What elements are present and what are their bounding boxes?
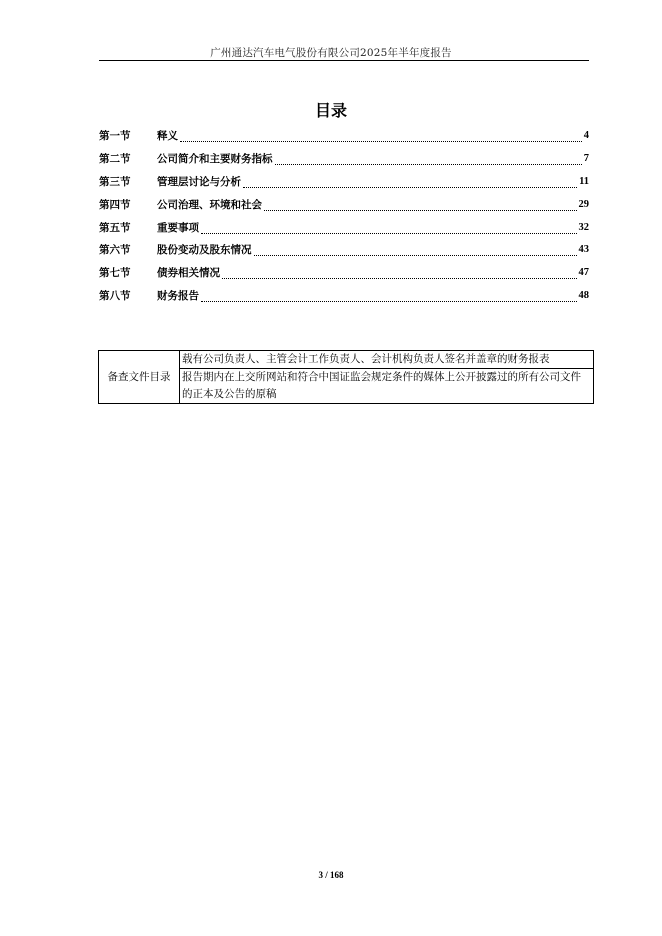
toc-section-number: 第三节 bbox=[99, 176, 131, 188]
page-number: 3 / 168 bbox=[318, 870, 344, 880]
toc-dot-leader bbox=[243, 186, 577, 188]
toc-page-number: 48 bbox=[578, 290, 589, 301]
toc-section-number: 第八节 bbox=[99, 290, 131, 302]
toc-entry[interactable] bbox=[99, 220, 589, 236]
toc-dot-leader bbox=[254, 254, 577, 256]
toc-section-title: 重要事项 bbox=[157, 222, 199, 234]
toc-section-number: 第七节 bbox=[99, 267, 131, 279]
toc-section-title: 释义 bbox=[157, 130, 178, 142]
toc-page-number: 11 bbox=[579, 176, 589, 187]
toc-entry[interactable] bbox=[99, 128, 589, 144]
reference-document-item: 载有公司负责人、主管会计工作负责人、会计机构负责人签名并盖章的财务报表 bbox=[180, 351, 594, 369]
running-header: 广州通达汽车电气股份有限公司2025年半年度报告 bbox=[210, 47, 452, 59]
toc-entry[interactable] bbox=[99, 174, 589, 190]
reference-documents-table bbox=[98, 350, 594, 404]
toc-section-number: 第一节 bbox=[99, 130, 131, 142]
toc-dot-leader bbox=[222, 277, 577, 279]
toc-page-number: 47 bbox=[578, 267, 589, 278]
toc-page-number: 43 bbox=[578, 244, 589, 255]
toc-entry[interactable] bbox=[99, 151, 589, 167]
toc-section-title: 股份变动及股东情况 bbox=[157, 244, 252, 256]
toc-entry[interactable] bbox=[99, 288, 589, 304]
table-row bbox=[99, 351, 594, 369]
toc-section-title: 债券相关情况 bbox=[157, 267, 220, 279]
toc-section-title: 公司简介和主要财务指标 bbox=[157, 153, 273, 165]
toc-dot-leader bbox=[201, 300, 577, 302]
toc-section-title: 公司治理、环境和社会 bbox=[157, 199, 262, 211]
toc-section-title: 管理层讨论与分析 bbox=[157, 176, 241, 188]
toc-entry[interactable] bbox=[99, 197, 589, 213]
header-rule bbox=[99, 60, 589, 61]
toc-section-title: 财务报告 bbox=[157, 290, 199, 302]
toc-entry[interactable] bbox=[99, 242, 589, 258]
toc-section-number: 第四节 bbox=[99, 199, 131, 211]
reference-documents-label: 备查文件目录 bbox=[99, 351, 180, 404]
toc-page-number: 4 bbox=[583, 130, 589, 141]
reference-document-item: 报告期内在上交所网站和符合中国证监会规定条件的媒体上公开披露过的所有公司文件的正本及公告的原稿 bbox=[180, 369, 594, 404]
toc-section-number: 第二节 bbox=[99, 153, 131, 165]
toc-page-number: 29 bbox=[578, 199, 589, 210]
toc-dot-leader bbox=[201, 232, 577, 234]
toc-page-number: 7 bbox=[583, 153, 589, 164]
toc-title: 目录 bbox=[314, 101, 347, 120]
toc-page-number: 32 bbox=[578, 222, 589, 233]
toc-entry[interactable] bbox=[99, 265, 589, 281]
toc-dot-leader bbox=[275, 163, 582, 165]
toc-section-number: 第六节 bbox=[99, 244, 131, 256]
toc-section-number: 第五节 bbox=[99, 222, 131, 234]
toc-dot-leader bbox=[180, 140, 582, 142]
toc-dot-leader bbox=[264, 209, 577, 211]
